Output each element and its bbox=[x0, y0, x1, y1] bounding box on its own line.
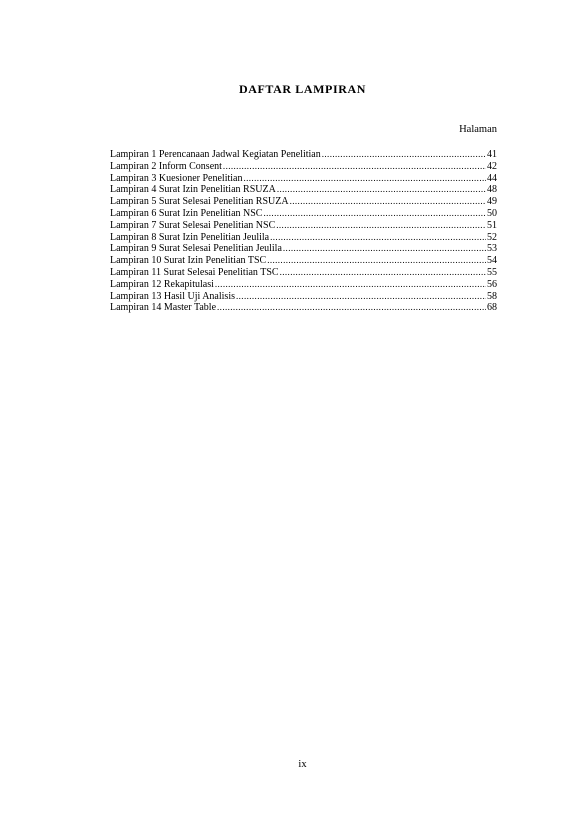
dot-leader bbox=[236, 291, 486, 303]
dot-leader bbox=[283, 243, 486, 255]
toc-entry-label: Lampiran 6 Surat Izin Penelitian NSC bbox=[110, 207, 263, 219]
toc-entry-label: Lampiran 11 Surat Selesai Penelitian TSC bbox=[110, 266, 279, 278]
toc-entry[interactable] bbox=[110, 279, 497, 291]
toc-entry-label: Lampiran 5 Surat Selesai Penelitian RSUZA bbox=[110, 196, 289, 208]
dot-leader bbox=[322, 149, 486, 161]
toc-entry-page: 55 bbox=[487, 266, 497, 278]
toc-entry[interactable] bbox=[110, 161, 497, 173]
toc-entry[interactable] bbox=[110, 149, 497, 161]
toc-entry[interactable] bbox=[110, 243, 497, 255]
toc-entry[interactable] bbox=[110, 232, 497, 244]
toc-entry-page: 53 bbox=[487, 243, 497, 255]
toc-entry-label: Lampiran 14 Master Table bbox=[110, 302, 217, 314]
toc-entry-page: 50 bbox=[487, 207, 497, 219]
toc-entry[interactable] bbox=[110, 184, 497, 196]
toc-entry-page: 54 bbox=[487, 255, 497, 267]
toc-entry-page: 48 bbox=[487, 184, 497, 196]
dot-leader bbox=[215, 279, 486, 291]
dot-leader bbox=[217, 302, 486, 314]
toc-entry-page: 58 bbox=[487, 290, 497, 302]
toc-entry[interactable] bbox=[110, 173, 497, 185]
dot-leader bbox=[270, 232, 486, 244]
dot-leader bbox=[263, 208, 486, 220]
toc-entry-page: 68 bbox=[487, 302, 497, 314]
toc-entry-label: Lampiran 4 Surat Izin Penelitian RSUZA bbox=[110, 184, 276, 196]
toc-entry-page: 52 bbox=[487, 231, 497, 243]
toc-entry-label: Lampiran 9 Surat Selesai Penelitian Jeulila bbox=[110, 243, 282, 255]
toc-list bbox=[110, 149, 497, 314]
toc-entry-page: 41 bbox=[487, 149, 497, 160]
dot-leader bbox=[277, 184, 486, 196]
dot-leader bbox=[290, 196, 486, 208]
toc-entry[interactable] bbox=[110, 291, 497, 303]
toc-entry-label: Lampiran 7 Surat Selesai Penelitian NSC bbox=[110, 219, 276, 231]
page-title: DAFTAR LAMPIRAN bbox=[238, 82, 367, 96]
footer-page-number: ix bbox=[298, 759, 307, 770]
toc-entry-label: Lampiran 3 Kuesioner Penelitian bbox=[110, 172, 243, 184]
toc-entry[interactable] bbox=[110, 302, 497, 314]
dot-leader bbox=[223, 161, 486, 173]
toc-entry-label: Lampiran 13 Hasil Uji Analisis bbox=[110, 290, 235, 302]
toc-entry[interactable] bbox=[110, 267, 497, 279]
toc-entry-page: 44 bbox=[487, 172, 497, 184]
toc-entry-label: Lampiran 8 Surat Izin Penelitian Jeulila bbox=[110, 231, 270, 243]
toc-entry-page: 56 bbox=[487, 278, 497, 290]
dot-leader bbox=[280, 267, 486, 279]
halaman-column-header: Halaman bbox=[459, 124, 497, 135]
toc-entry-page: 49 bbox=[487, 196, 497, 208]
toc-entry-label: Lampiran 1 Perencanaan Jadwal Kegiatan Penelitian bbox=[110, 149, 321, 160]
toc-entry-page: 51 bbox=[487, 219, 497, 231]
toc-entry-label: Lampiran 10 Surat Izin Penelitian TSC bbox=[110, 255, 267, 267]
toc-entry-label: Lampiran 2 Inform Consent bbox=[110, 160, 222, 172]
toc-entry[interactable] bbox=[110, 255, 497, 267]
toc-entry[interactable] bbox=[110, 220, 497, 232]
dot-leader bbox=[276, 220, 486, 232]
dot-leader bbox=[243, 173, 486, 185]
toc-entry[interactable] bbox=[110, 196, 497, 208]
dot-leader bbox=[267, 255, 486, 267]
toc-entry[interactable] bbox=[110, 208, 497, 220]
toc-entry-page: 42 bbox=[487, 160, 497, 172]
toc-entry-label: Lampiran 12 Rekapitulasi bbox=[110, 278, 214, 290]
